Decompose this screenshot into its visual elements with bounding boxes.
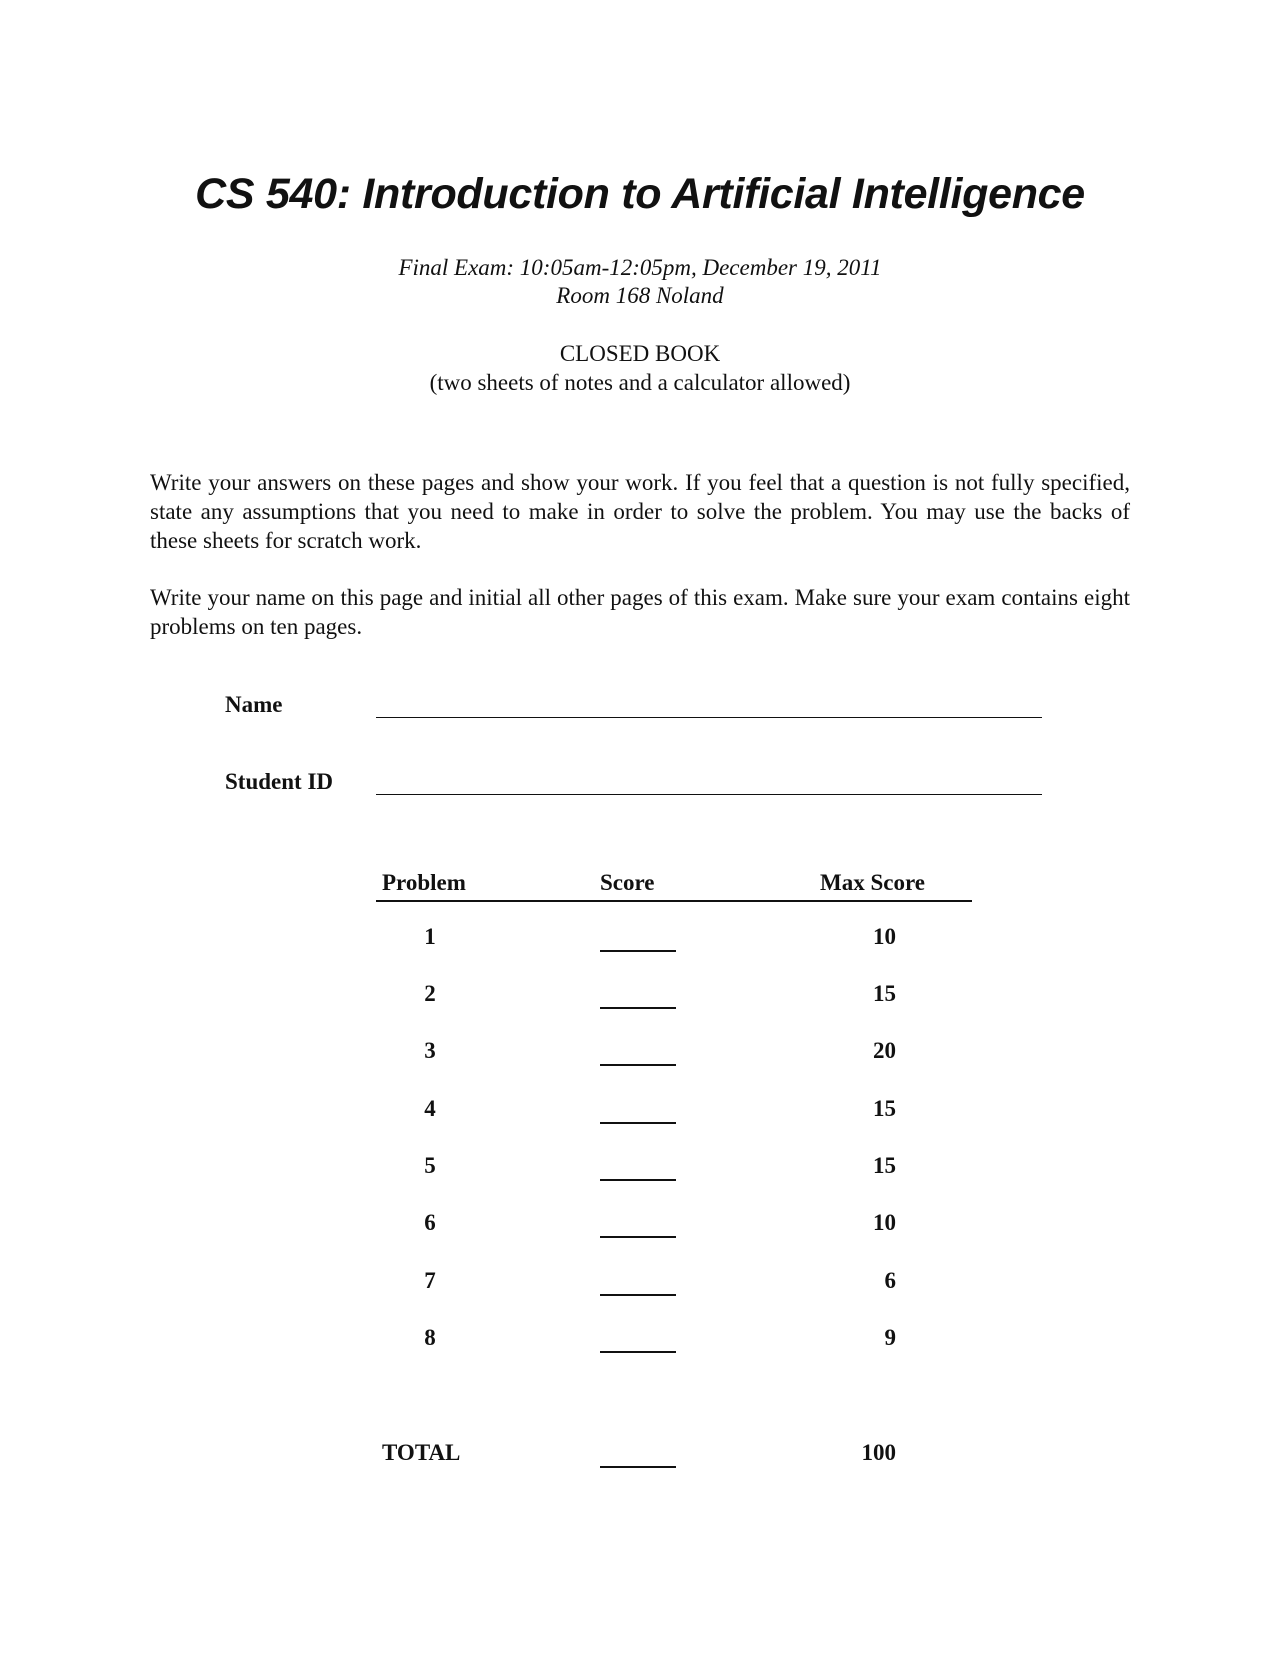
total-row bbox=[0, 1440, 1280, 1470]
score-table-header bbox=[376, 870, 972, 902]
score-blank[interactable] bbox=[600, 1294, 676, 1296]
score-blank[interactable] bbox=[600, 1179, 676, 1181]
score-blank[interactable] bbox=[600, 1122, 676, 1124]
instructions-paragraph-1: Write your answers on these pages and show your work. If you feel that a question is not fully specified, state any assumptions that you need to make in order to solve the problem. You may use the backs of these sheets for scratch work. bbox=[150, 470, 1130, 553]
table-row bbox=[0, 1096, 1280, 1126]
allowed-materials-note: (two sheets of notes and a calculator allowed) bbox=[429, 370, 851, 395]
score-blank[interactable] bbox=[600, 1351, 676, 1353]
problem-number: 1 bbox=[424, 924, 436, 949]
exam-room-line: Room 168 Noland bbox=[556, 283, 724, 308]
score-blank[interactable] bbox=[600, 1236, 676, 1238]
total-label: TOTAL bbox=[382, 1440, 461, 1465]
total-score-blank[interactable] bbox=[600, 1466, 676, 1468]
score-blank[interactable] bbox=[600, 1007, 676, 1009]
table-row bbox=[0, 1268, 1280, 1298]
problem-number: 8 bbox=[424, 1325, 436, 1350]
total-max-value: 100 bbox=[861, 1440, 896, 1465]
instructions-paragraph-2: Write your name on this page and initial all other pages of this exam. Make sure your exam contains eight problems on ten pages. bbox=[150, 585, 1130, 639]
header-score: Score bbox=[600, 870, 655, 895]
name-field[interactable] bbox=[376, 717, 1042, 718]
table-row bbox=[0, 1038, 1280, 1068]
max-score-value: 15 bbox=[873, 981, 896, 1006]
score-blank[interactable] bbox=[600, 1064, 676, 1066]
problem-number: 3 bbox=[424, 1038, 436, 1063]
table-row bbox=[0, 1153, 1280, 1183]
table-row bbox=[0, 1325, 1280, 1355]
max-score-value: 15 bbox=[873, 1096, 896, 1121]
page-title: CS 540: Introduction to Artificial Intelligence bbox=[195, 170, 1085, 218]
student-id-label: Student ID bbox=[225, 769, 334, 794]
problem-number: 4 bbox=[424, 1096, 436, 1121]
header-problem: Problem bbox=[382, 870, 466, 895]
problem-number: 2 bbox=[424, 981, 436, 1006]
max-score-value: 9 bbox=[884, 1325, 896, 1350]
problem-number: 7 bbox=[424, 1268, 436, 1293]
max-score-value: 6 bbox=[884, 1268, 896, 1293]
exam-time-line: Final Exam: 10:05am-12:05pm, December 19, 2011 bbox=[398, 255, 882, 280]
problem-number: 5 bbox=[424, 1153, 436, 1178]
max-score-value: 15 bbox=[873, 1153, 896, 1178]
max-score-value: 20 bbox=[873, 1038, 896, 1063]
closed-book-label: CLOSED BOOK bbox=[559, 341, 721, 366]
max-score-value: 10 bbox=[873, 924, 896, 949]
table-row bbox=[0, 924, 1280, 954]
max-score-value: 10 bbox=[873, 1210, 896, 1235]
score-blank[interactable] bbox=[600, 950, 676, 952]
header-max-score: Max Score bbox=[820, 870, 925, 895]
problem-number: 6 bbox=[424, 1210, 436, 1235]
name-label: Name bbox=[225, 692, 283, 717]
table-row bbox=[0, 981, 1280, 1011]
table-row bbox=[0, 1210, 1280, 1240]
student-id-field[interactable] bbox=[376, 794, 1042, 795]
